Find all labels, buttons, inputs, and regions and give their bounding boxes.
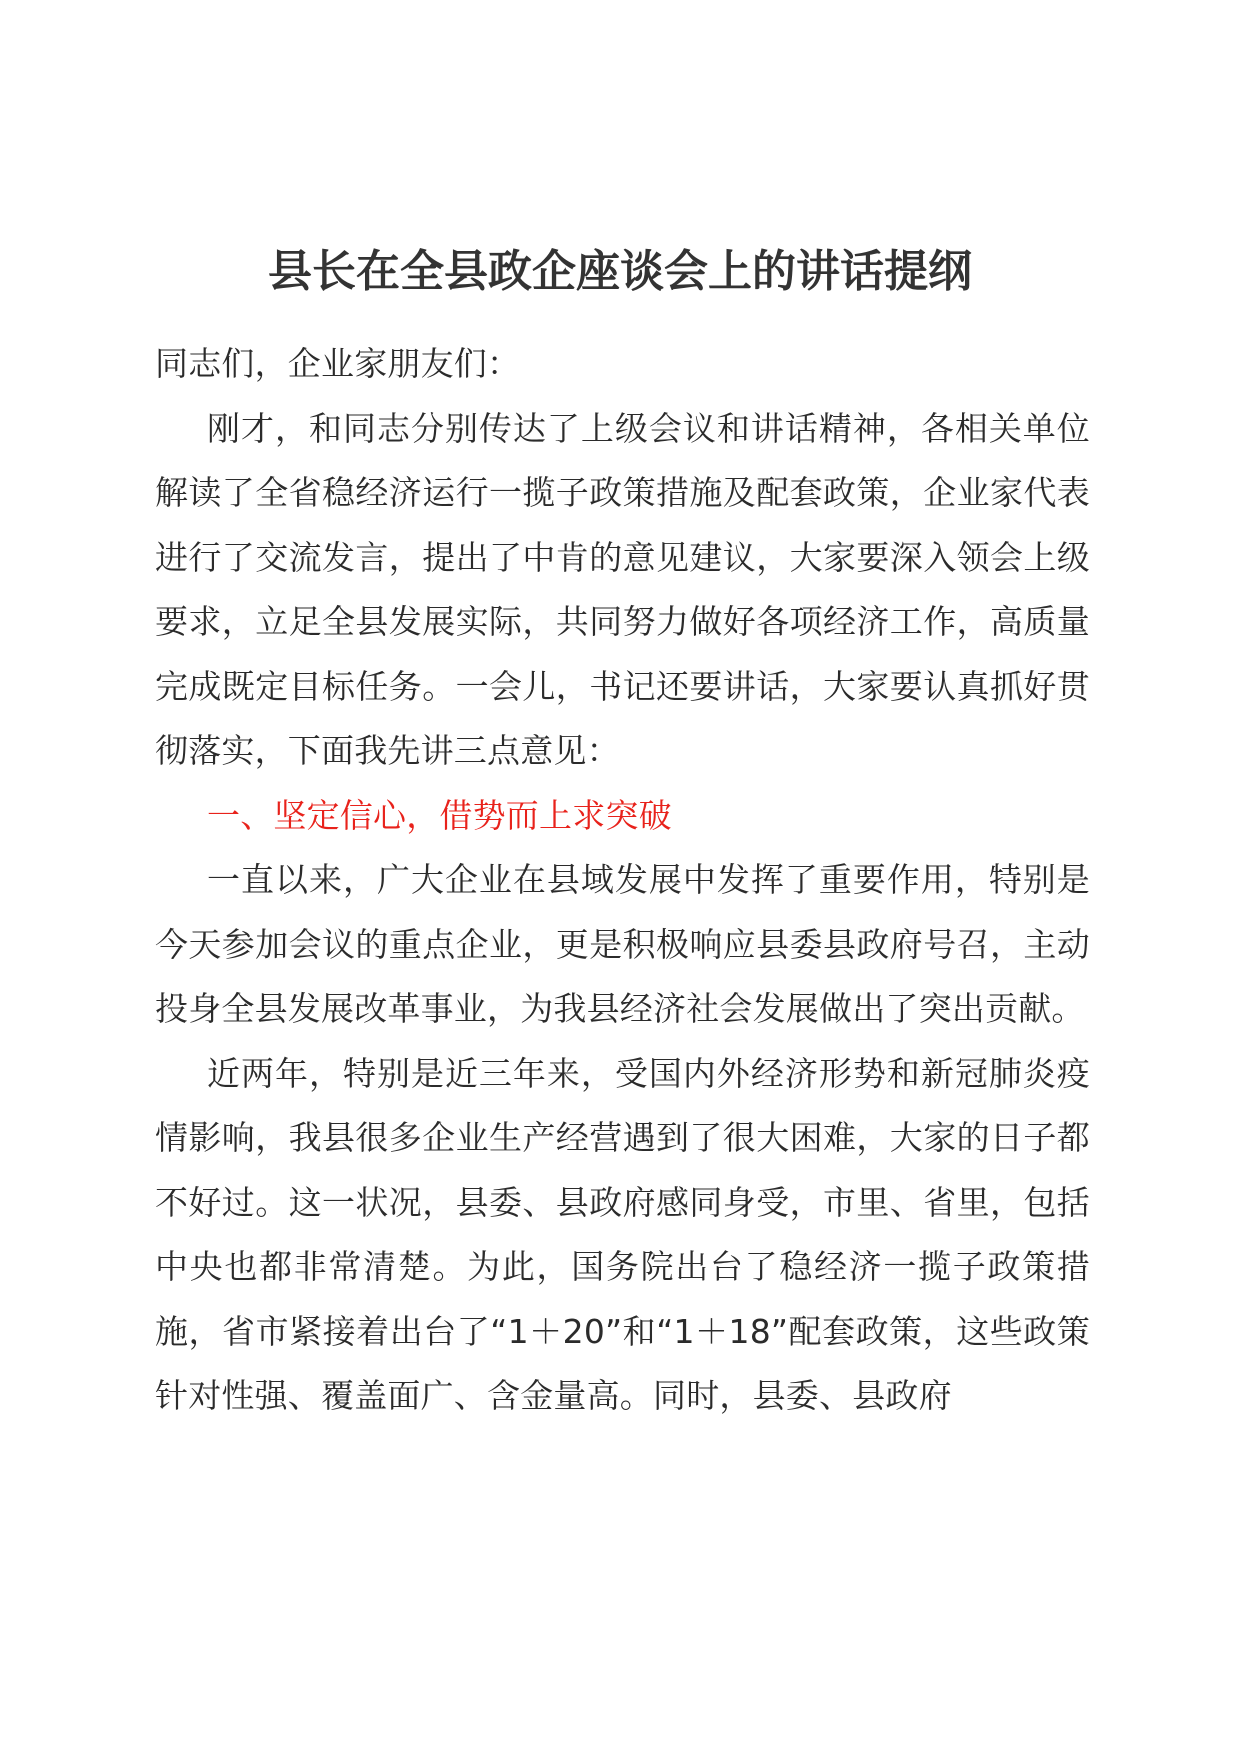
section-heading-1: 一、坚定信心，借势而上求突破 — [207, 795, 672, 835]
salutation: 同志们，企业家朋友们： — [155, 344, 521, 383]
paragraph-economic-situation: 近两年，特别是近三年来，受国内外经济形势和新冠肺炎疫情影响，我县很多企业生产经营遇到了很大困难，大家的日子都不好过。这一状况，县委、县政府感同身受，市里、省里，包括中央也都非常清楚。为此，国务院出台了稳经济一揽子政策措施，省市紧接着出台了“1＋20”和“1＋18”配套政策，这些政策针对性强、覆盖面广、含金量高。同时，县委、县政府 — [155, 1053, 1090, 1415]
paragraph-intro: 刚才，和同志分别传达了上级会议和讲话精神，各相关单位解读了全省稳经济运行一揽子政策措施及配套政策，企业家代表进行了交流发言，提出了中肯的意见建议，大家要深入领会上级要求，立足全县发展实际，共同努力做好各项经济工作，高质量完成既定目标任务。一会儿，书记还要讲话，大家要认真抓好贯彻落实，下面我先讲三点意见： — [155, 408, 1090, 770]
document-title: 县长在全县政企座谈会上的讲话提纲 — [268, 246, 972, 297]
paragraph-enterprise-contribution: 一直以来，广大企业在县域发展中发挥了重要作用，特别是今天参加会议的重点企业，更是积极响应县委县政府号召，主动投身全县发展改革事业，为我县经济社会发展做出了突出贡献。 — [155, 860, 1090, 1028]
document-body — [155, 332, 1090, 1429]
